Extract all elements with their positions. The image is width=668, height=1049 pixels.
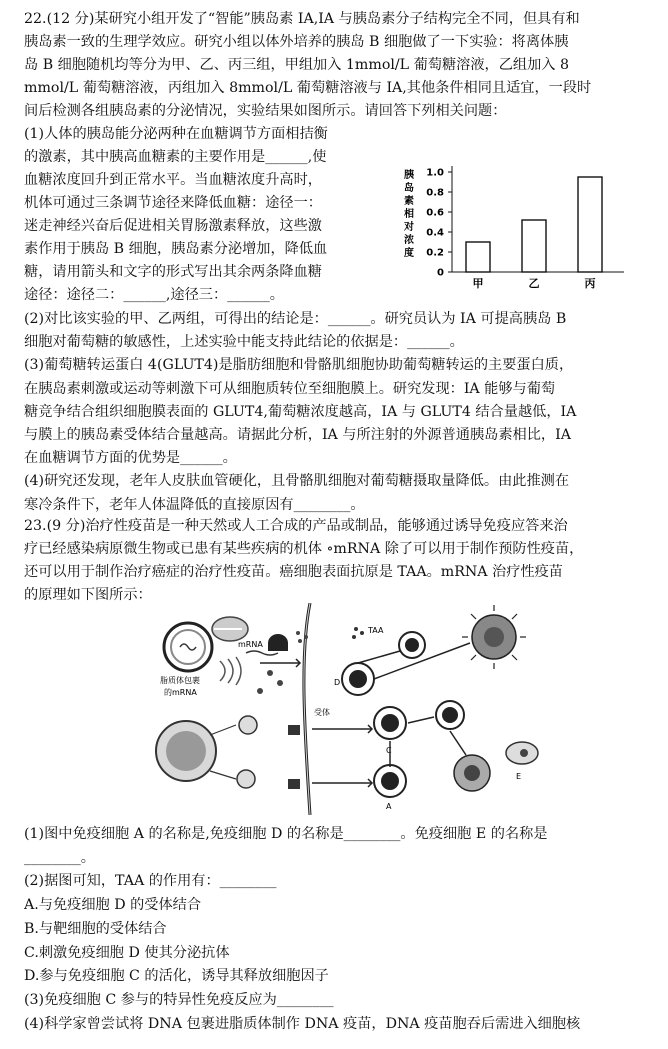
text-line: A.与免疫细胞 D 的受体结合 [24, 897, 202, 914]
fig-label-liposome-mrna: 的mRNA [164, 688, 197, 697]
text-line: 岛 B 细胞随机均等分为甲、乙、丙三组，甲组加入 1mmol/L 葡萄糖溶液，乙组加入 8 [24, 57, 570, 73]
y-tick-label: 1.0 [426, 167, 444, 179]
text-line: 的激素，其中胰高血糖素的主要作用是______,使 [24, 149, 327, 165]
x-category-label: 甲 [472, 277, 484, 290]
ribosome-icon [268, 634, 288, 651]
text-line: (1)图中免疫细胞 A 的名称是,免疫细胞 D 的名称是________。免疫细胞 E 的名称是 [24, 826, 548, 842]
text-line: (3)葡萄糖转运蛋白 4(GLUT4)是脂肪细胞和骨骼肌细胞协助葡萄糖转运的主要蛋白质， [24, 357, 574, 374]
ylabel-char: 岛 [404, 183, 414, 194]
text-line: (4)研究还发现，老年人皮肤血管硬化，且骨骼肌细胞对葡萄糖摄取量降低。由此推测在 [24, 473, 570, 490]
text-line: 糖竞争结合组织细胞膜表面的 GLUT4,葡萄糖浓度越高，IA 与 GLUT4 结合量越低，IA [24, 403, 577, 420]
fig-label-taa: TAA [368, 626, 384, 635]
text-line: 迷走神经兴奋后促进相关胃肠激素释放，这些激 [24, 218, 322, 234]
text-line: (3)免疫细胞 C 参与的特异性免疫反应为________ [24, 991, 334, 1008]
y-tick-label: 0.6 [426, 207, 444, 219]
text-line: 素作用于胰岛 B 细胞，胰岛素分泌增加，降低血 [24, 241, 328, 257]
ylabel-char: 胰 [404, 170, 414, 181]
fig-label-receptor: 受体 [314, 708, 330, 717]
chart-bars [466, 177, 602, 272]
text-line: 疗已经感染病原微生物或已患有某些疾病的机体 ∘mRNA 除了可以用于制作预防性疫苗， [24, 541, 584, 557]
text-line: 细胞对葡萄糖的敏感性，上述实验中能支持此结论的依据是：______。 [24, 334, 464, 351]
text-line: 的原理如下图所示： [24, 587, 152, 603]
text-line: 胰岛素一致的生理学效应。研究小组以体外培养的胰岛 B 细胞做了一下实验：将离体胰 [24, 34, 569, 50]
fig-label-liposome: 脂质体包裹 [160, 676, 200, 685]
fig-label-mrna: mRNA [238, 640, 263, 649]
x-category-label: 乙 [528, 277, 540, 290]
figure-svg [150, 603, 570, 815]
y-tick-label: 0.2 [426, 247, 444, 259]
text-line: 间后检测各组胰岛素的分泌情况，实验结果如图所示。请回答下列相关问题： [24, 103, 507, 119]
chart-ticks [426, 168, 452, 279]
x-category-label: 丙 [584, 277, 596, 290]
text-line: B.与靶细胞的受体结合 [24, 920, 167, 937]
text-line: C.刺激免疫细胞 D 使其分泌抗体 [24, 944, 230, 961]
y-tick-label: 0 [437, 267, 444, 279]
chart-categories [473, 276, 596, 290]
chart-svg [392, 148, 632, 300]
text-line: 还可以用于制作治疗癌症的治疗性疫苗。癌细胞表面抗原是 TAA。mRNA 治疗性疫苗 [24, 564, 563, 580]
text-line: mmol/L 葡萄糖溶液，丙组加入 8mmol/L 葡萄糖溶液与 IA,其他条件相同且适宜，一段时 [24, 80, 592, 96]
text-line: (2)对比该实验的甲、乙两组，可得出的结论是：______。研究员认为 IA 可提高胰岛 B [24, 311, 567, 327]
bar-丙 [578, 177, 602, 272]
text-line: (1)人体的胰岛能分泌两种在血糖调节方面相拮衡 [24, 126, 328, 142]
text-line: 血糖浓度回升到正常水平。当血糖浓度升高时， [24, 172, 322, 188]
text-line: ________。 [24, 849, 95, 866]
text-line: (4)科学家曾尝试将 DNA 包裹进脂质体制作 DNA 疫苗，DNA 疫苗胞吞后需进入细胞核 [24, 1015, 581, 1032]
text-line: (2)据图可知，TAA 的作用有：________ [24, 873, 277, 890]
text-line: 途径：途径二：______,途径三：______。 [24, 287, 284, 303]
text-line: 在血糖调节方面的优势是______。 [24, 450, 237, 467]
text-line: D.参与免疫细胞 C 的活化，诱导其释放细胞因子 [24, 968, 329, 985]
ylabel-char: 浓 [404, 235, 414, 246]
y-tick-label: 0.4 [426, 227, 444, 239]
fig-label-c: C [386, 746, 392, 755]
mrna-vaccine-figure [150, 603, 570, 815]
text-line: 22.(12 分)某研究小组开发了“智能”胰岛素 IA,IA 与胰岛素分子结构完全不同，但具有和 [24, 11, 580, 27]
ylabel-char: 度 [404, 248, 414, 259]
chart-ylabel [403, 168, 415, 259]
vesicle-icon [239, 716, 257, 734]
text-line: 在胰岛素刺激或运动等刺激下可从细胞质转位至细胞膜上。研究发现：IA 能够与葡萄 [24, 380, 556, 397]
text-line: 糖，请用箭头和文字的形式写出其余两条降血糖 [24, 264, 322, 280]
y-tick-label: 0.8 [426, 187, 444, 199]
fig-label-a: A [386, 802, 392, 811]
mhc-icon [288, 725, 300, 735]
text-line: 23.(9 分)治疗性疫苗是一种天然或人工合成的产品或制品，能够通过诱导免疫应答来治 [24, 518, 568, 534]
text-line: 机体可通过三条调节途径来降低血糖：途径一： [24, 195, 322, 211]
er-icon [220, 657, 241, 685]
bar-甲 [466, 242, 490, 272]
text-line: 与膜上的胰岛素受体结合量越高。请据此分析，IA 与所注射的外源普通胰岛素相比，IA [24, 427, 571, 443]
bar-乙 [522, 220, 546, 272]
fig-label-e: E [516, 772, 522, 781]
fig-label-d: D [334, 678, 341, 687]
ylabel-char: 对 [404, 222, 414, 233]
insulin-bar-chart [392, 148, 632, 300]
ylabel-char: 素 [404, 196, 414, 207]
text-line: 寒冷条件下，老年人体温降低的直接原因有________。 [24, 496, 365, 513]
ylabel-char: 相 [404, 209, 414, 220]
